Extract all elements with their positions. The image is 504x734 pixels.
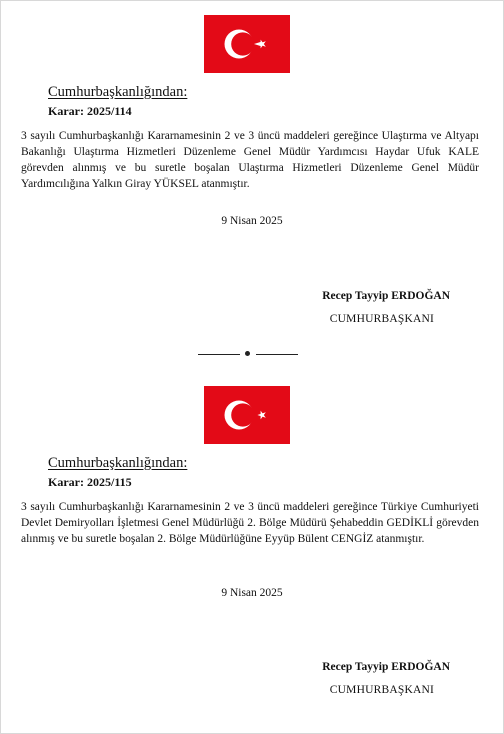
decree-date: 9 Nisan 2025 — [221, 587, 283, 599]
section-separator — [198, 349, 298, 359]
separator-dot — [245, 351, 250, 356]
decree-heading: Cumhurbaşkanlığından: — [48, 455, 188, 471]
turkish-flag-icon — [204, 15, 290, 73]
signer-title: CUMHURBAŞKANI — [329, 684, 434, 696]
decision-number: Karar: 2025/115 — [48, 475, 132, 489]
signer-name: Recep Tayyip ERDOĞAN — [322, 661, 450, 673]
decree-body: 3 sayılı Cumhurbaşkanlığı Kararnamesinin 2 ve 3 üncü maddeleri gereğince Türkiye Cumhuriyeti Devlet Demiryolları İşletmesi Genel Müdürlüğü 2. Bölge Müdürü Şehabeddin GEDİKLİ görevden alınmış ve bu suretle boşalan 2. Bölge Müdürlüğüne Eyyüp Bülent CENGİZ atanmıştır. — [21, 501, 479, 545]
separator-line — [198, 354, 240, 355]
signer-title: CUMHURBAŞKANI — [329, 313, 434, 325]
decree-body: 3 sayılı Cumhurbaşkanlığı Kararnamesinin 2 ve 3 üncü maddeleri gereğince Ulaştırma ve Altyapı Bakanlığı Ulaştırma Hizmetleri Düzenleme Genel Müdür Yardımcısı Haydar Ufuk KALE görevden alınmış ve bu suretle boşalan Ulaştırma Hizmetleri Düzenleme Genel Müdür Yardımcılığına Yalkın Giray YÜKSEL atanmıştır. — [21, 130, 479, 190]
signer-name: Recep Tayyip ERDOĞAN — [322, 290, 450, 302]
separator-line — [256, 354, 298, 355]
decree-date: 9 Nisan 2025 — [221, 215, 283, 227]
decree-heading: Cumhurbaşkanlığından: — [48, 84, 188, 100]
turkish-flag-icon — [204, 386, 290, 444]
decision-number: Karar: 2025/114 — [48, 104, 132, 118]
